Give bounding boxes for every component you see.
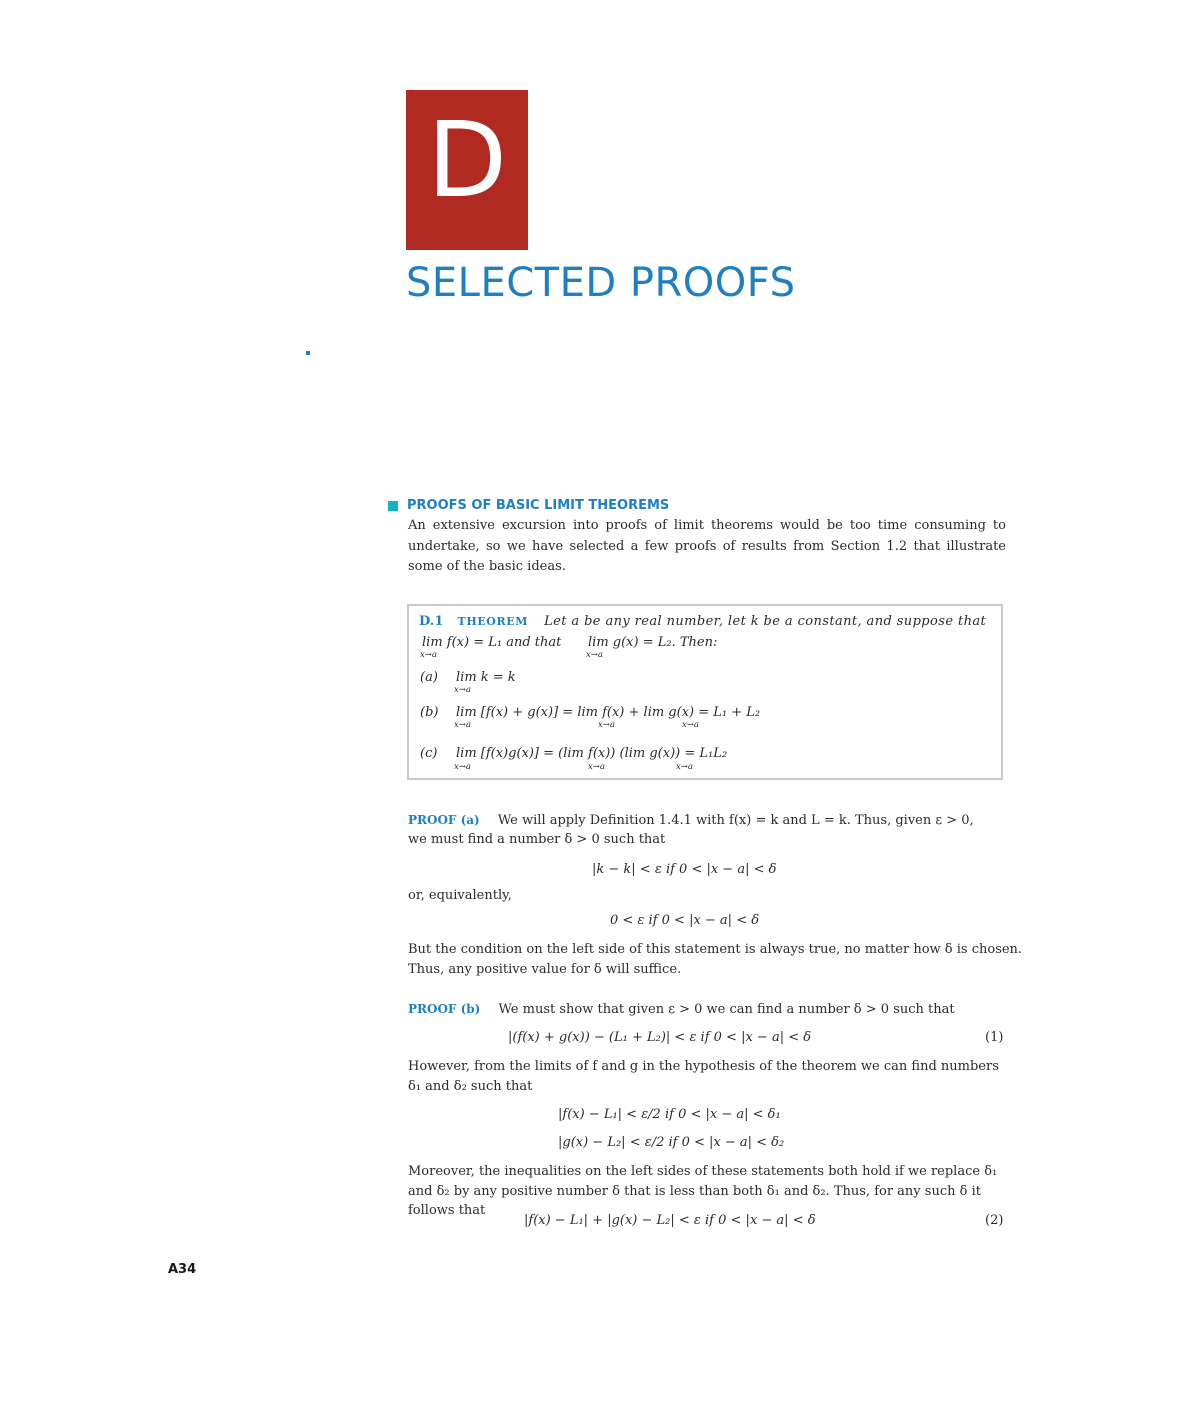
proof-a-text-4: But the condition on the left side of this statement is always true, no matter how δ is chosen.: [408, 942, 1023, 957]
part-b-lim-sub-2: x→a: [598, 720, 615, 730]
theorem-lim-f-sub: x→a: [420, 650, 437, 660]
theorem-label: THEOREM: [457, 615, 528, 628]
part-c-lim-sub-3: x→a: [676, 762, 693, 772]
proof-a-text-5: Thus, any positive value for δ will suffice.: [408, 962, 682, 977]
proof-a-line-1: [408, 813, 974, 828]
theorem-part-b: lim [f(x) + g(x)] = lim f(x) + lim g(x) = L₁ + L₂: [456, 705, 761, 720]
chapter-title: SELECTED PROOFS: [406, 260, 796, 306]
proof-b-text-2: However, from the limits of f and g in the hypothesis of the theorem we can find numbers: [408, 1059, 999, 1074]
intro-paragraph: An extensive excursion into proofs of limit theorems would be too time consuming to undertake, so we have selected a few proofs of results from Section 1.2 that illustrate some of the basic ideas.: [408, 518, 1006, 574]
proof-b-text-3: δ₁ and δ₂ such that: [408, 1079, 533, 1094]
theorem-header: [419, 614, 986, 629]
part-b-lim-sub-1: x→a: [454, 720, 471, 730]
proof-b-equation-2: |f(x) − L₁| < ε/2 if 0 < |x − a| < δ₁: [558, 1107, 781, 1122]
theorem-number: D.1: [419, 614, 444, 629]
proof-a-text-1: We will apply Definition 1.4.1 with f(x) = k and L = k. Thus, given ε > 0,: [497, 813, 974, 828]
proof-b-text-1: We must show that given ε > 0 we can find a number δ > 0 such that: [498, 1002, 955, 1017]
proof-b-line-1: [408, 1002, 955, 1017]
part-a-lim-sub: x→a: [454, 685, 471, 695]
theorem-part-c-label: (c): [420, 746, 438, 761]
appendix-badge: [406, 90, 528, 250]
proof-a-text-2: we must find a number δ > 0 such that: [408, 832, 666, 847]
section-heading: [388, 498, 669, 513]
part-b-lim-sub-3: x→a: [682, 720, 699, 730]
proof-b-text-6: follows that: [408, 1203, 486, 1218]
proof-b-equation-4: |f(x) − L₁| + |g(x) − L₂| < ε if 0 < |x − a| < δ: [524, 1213, 816, 1228]
part-c-lim-sub-2: x→a: [588, 762, 605, 772]
theorem-part-b-label: (b): [420, 705, 439, 720]
proof-b-equation-3: |g(x) − L₂| < ε/2 if 0 < |x − a| < δ₂: [558, 1135, 785, 1150]
appendix-letter: D: [426, 99, 508, 221]
theorem-lim-g-sub: x→a: [586, 650, 603, 660]
theorem-lim-g: lim g(x) = L₂. Then:: [588, 635, 718, 650]
section-title: PROOFS OF BASIC LIMIT THEOREMS: [407, 498, 670, 513]
theorem-part-a-label: (a): [420, 670, 438, 685]
page-number: A34: [168, 1262, 197, 1277]
proof-a-equation-1: |k − k| < ε if 0 < |x − a| < δ: [592, 862, 777, 877]
proof-b-text-4: Moreover, the inequalities on the left sides of these statements both hold if we replace δ₁: [408, 1164, 998, 1179]
theorem-part-a: lim k = k: [456, 670, 516, 685]
theorem-lim-f: lim f(x) = L₁ and that: [422, 635, 562, 650]
proof-b-label: PROOF (b): [408, 1002, 481, 1016]
proof-a-label: PROOF (a): [408, 813, 480, 827]
proof-b-equation-1: |(f(x) + g(x)) − (L₁ + L₂)| < ε if 0 < |x − a| < δ: [508, 1030, 812, 1045]
proof-b-text-5: and δ₂ by any positive number δ that is less than both δ₁ and δ₂. Thus, for any such δ it: [408, 1184, 981, 1199]
proof-a-text-3: or, equivalently,: [408, 888, 512, 903]
section-square-icon: [388, 501, 398, 511]
equation-number-1: (1): [985, 1030, 1004, 1045]
equation-number-2: (2): [985, 1213, 1004, 1228]
decorative-dot: [306, 351, 310, 355]
part-c-lim-sub-1: x→a: [454, 762, 471, 772]
theorem-part-c: lim [f(x)g(x)] = (lim f(x)) (lim g(x)) = L₁L₂: [456, 746, 728, 761]
proof-a-equation-2: 0 < ε if 0 < |x − a| < δ: [610, 913, 760, 928]
theorem-statement: Let a be any real number, let k be a constant, and suppose that: [544, 614, 987, 629]
